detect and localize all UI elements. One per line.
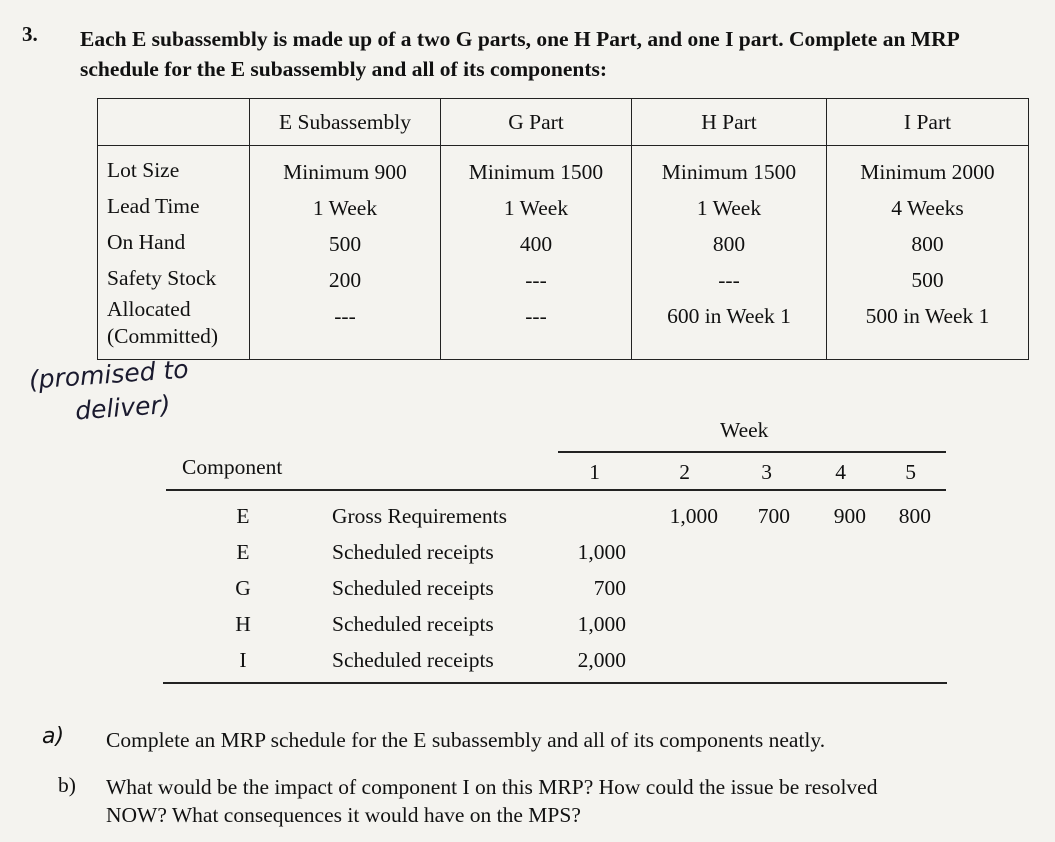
- label-allocated: Allocated: [107, 297, 191, 321]
- schedule-description: Scheduled receipts: [332, 576, 494, 600]
- schedule-value-week-1: 1,000: [577, 540, 626, 564]
- subquestion-b-line-1: What would be the impact of component I on this MRP? How could the issue be resolved: [106, 775, 878, 799]
- parts-col-i: [827, 146, 1029, 360]
- label-on-hand: On Hand: [107, 230, 186, 254]
- parts-table: [97, 98, 1029, 360]
- h-allocated: 600 in Week 1: [667, 304, 791, 328]
- intro-line-1: Each E subassembly is made up of a two G parts, one H Part, and one I part. Complete an MRP: [80, 27, 960, 51]
- schedule-row: [0, 498, 1055, 534]
- week-4-header: 4: [835, 460, 846, 484]
- schedule-description: Scheduled receipts: [332, 540, 494, 564]
- label-committed: (Committed): [107, 324, 219, 348]
- schedule-bottom-rule: [163, 682, 947, 684]
- handwritten-line-1: (promised to: [27, 354, 190, 395]
- week-1-header: 1: [589, 460, 600, 484]
- g-on-hand: 400: [519, 232, 553, 256]
- subquestion-b-mark: b): [58, 773, 76, 797]
- parts-header-e: E Subassembly: [250, 99, 441, 146]
- parts-row-labels: [98, 146, 250, 360]
- schedule-value-week-1: 700: [593, 576, 626, 600]
- parts-col-h: [632, 146, 827, 360]
- schedule-row: [0, 642, 1055, 678]
- parts-body-row: [98, 146, 1029, 360]
- e-allocated: ---: [334, 304, 356, 328]
- handwritten-line-2: deliver): [74, 389, 172, 426]
- subquestion-a: Complete an MRP schedule for the E subassembly and all of its components neatly.: [106, 728, 826, 752]
- schedule-description: Scheduled receipts: [332, 612, 494, 636]
- week-2-header: 2: [679, 460, 690, 484]
- i-on-hand: 800: [911, 232, 944, 256]
- parts-header-g: G Part: [441, 99, 632, 146]
- schedule-top-rule: [166, 489, 946, 491]
- subquestion-a-mark: a): [42, 724, 65, 749]
- question-intro: [80, 24, 1045, 84]
- subquestion-b: [106, 773, 1051, 829]
- question-number: 3.: [22, 22, 38, 46]
- schedule-value-week-3: 700: [757, 504, 790, 528]
- schedule-description: Gross Requirements: [332, 504, 507, 528]
- schedule-row: [0, 534, 1055, 570]
- h-lead-time: 1 Week: [696, 196, 762, 220]
- label-safety-stock: Safety Stock: [107, 266, 217, 290]
- label-lead-time: Lead Time: [107, 194, 200, 218]
- g-safety-stock: ---: [525, 268, 547, 292]
- schedule-component: I: [239, 648, 247, 672]
- h-lot-size: Minimum 1500: [661, 160, 797, 184]
- intro-line-2: schedule for the E subassembly and all of its components:: [80, 57, 608, 81]
- parts-header-i: I Part: [827, 99, 1029, 146]
- i-allocated: 500 in Week 1: [865, 304, 990, 328]
- schedule-component: E: [236, 504, 250, 528]
- subquestion-b-line-2: NOW? What consequences it would have on the MPS?: [106, 803, 581, 827]
- schedule-value-week-2: 1,000: [669, 504, 718, 528]
- i-safety-stock: 500: [911, 268, 944, 292]
- label-lot-size: Lot Size: [107, 158, 180, 182]
- h-safety-stock: ---: [718, 268, 740, 292]
- i-lead-time: 4 Weeks: [891, 196, 964, 220]
- schedule-component: G: [235, 576, 251, 600]
- i-lot-size: Minimum 2000: [860, 160, 995, 184]
- week-divider: [558, 451, 946, 453]
- schedule-row: [0, 570, 1055, 606]
- schedule-value-week-1: 2,000: [577, 648, 626, 672]
- e-lead-time: 1 Week: [312, 196, 378, 220]
- schedule-description: Scheduled receipts: [332, 648, 494, 672]
- component-header: Component: [182, 455, 283, 479]
- parts-col-e: [250, 146, 441, 360]
- g-allocated: ---: [525, 304, 547, 328]
- parts-header-h: H Part: [632, 99, 827, 146]
- parts-header-blank: [98, 99, 250, 146]
- schedule-value-week-1: 1,000: [577, 612, 626, 636]
- handwritten-note: [28, 353, 192, 432]
- schedule-value-week-5: 800: [898, 504, 931, 528]
- e-lot-size: Minimum 900: [283, 160, 407, 184]
- schedule-row: [0, 606, 1055, 642]
- parts-header-row: [98, 99, 1029, 146]
- g-lot-size: Minimum 1500: [468, 160, 604, 184]
- schedule-component: H: [235, 612, 251, 636]
- e-on-hand: 500: [328, 232, 362, 256]
- week-3-header: 3: [761, 460, 772, 484]
- schedule-value-week-4: 900: [833, 504, 866, 528]
- e-safety-stock: 200: [328, 268, 362, 292]
- week-header: Week: [720, 418, 769, 442]
- week-5-header: 5: [905, 460, 916, 484]
- schedule-component: E: [236, 540, 250, 564]
- parts-col-g: [441, 146, 632, 360]
- h-on-hand: 800: [712, 232, 746, 256]
- g-lead-time: 1 Week: [503, 196, 569, 220]
